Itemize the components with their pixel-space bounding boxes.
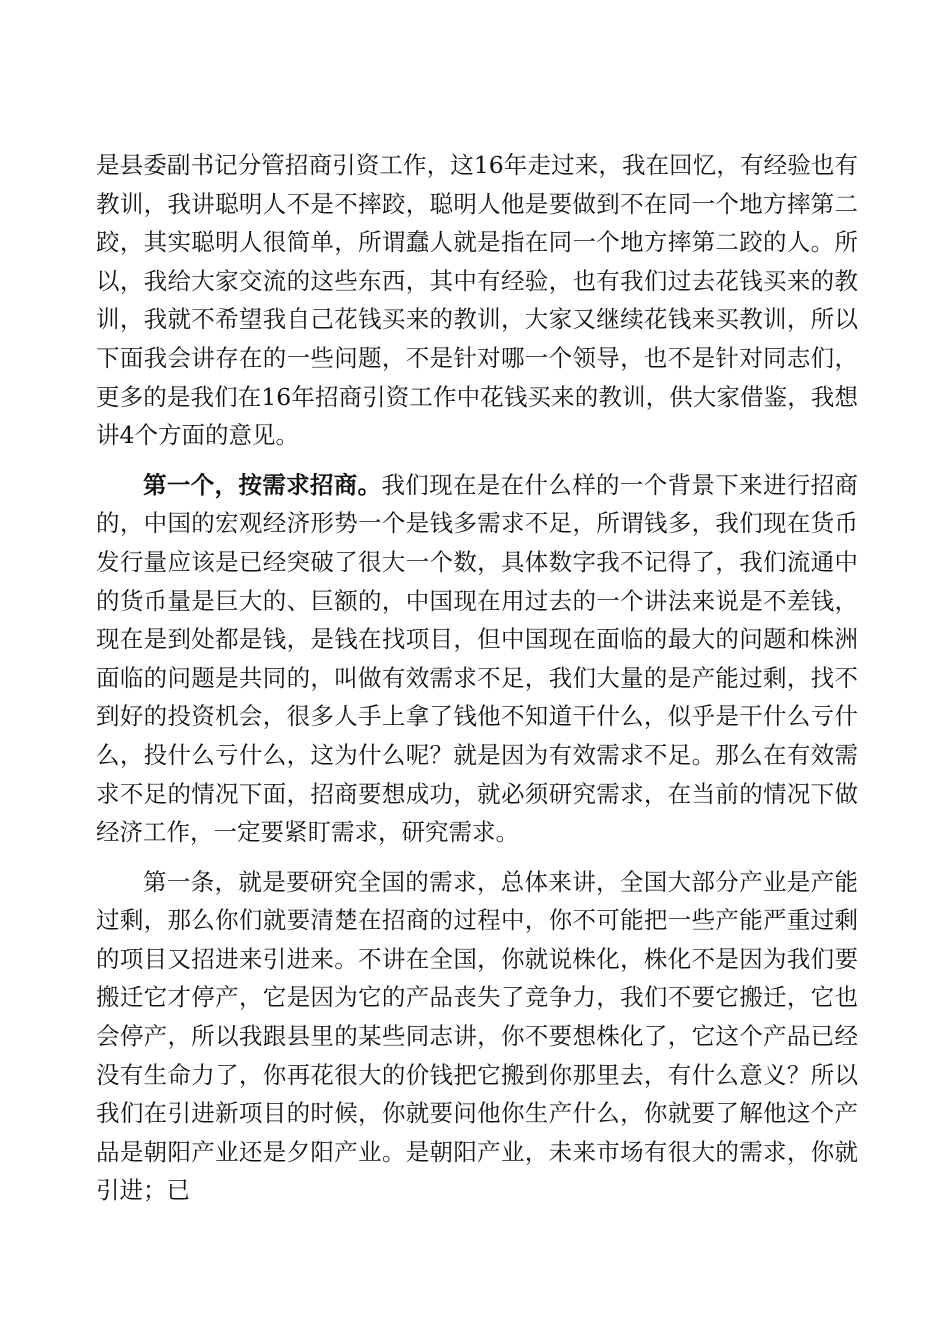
document-page bbox=[96, 146, 858, 1210]
paragraph-text: 我们现在是在什么样的一个背景下来进行招商的，中国的宏观经济形势一个是钱多需求不足，所谓钱多，我们现在货币发行量应该是已经突破了很大一个数，具体数字我不记得了，我们流通中的货币量是巨大的、巨额的，中国现在用过去的一个讲法来说是不差钱，现在是到处都是钱，是钱在找项目，但中国现在面临的最大的问题和株洲面临的问题是共同的，叫做有效需求不足，我们大量的是产能过剩，找不到好的投资机会，很多人手上拿了钱他不知道干什么，似乎是干什么亏什么，投什么亏什么，这为什么呢？就是因为有效需求不足。那么在有效需求不足的情况下面，招商要想成功，就必须研究需求，在当前的情况下做经济工作，一定要紧盯需求，研究需求。 bbox=[96, 470, 859, 847]
paragraph-1 bbox=[96, 146, 858, 455]
paragraph-text: 第一条，就是要研究全国的需求，总体来讲，全国大部分产业是产能过剩，那么你们就要清楚在招商的过程中，你不可能把一些产能严重过剩的项目又招进来引进来。不讲在全国，你就说株化，株化不是因为我们要搬迁它才停产，它是因为它的产品丧失了竞争力，我们不要它搬迁，它也会停产，所以我跟县里的某些同志讲，你不要想株化了，它这个产品已经没有生命力了，你再花很大的价钱把它搬到你那里去，有什么意义？所以我们在引进新项目的时候，你就要问他你生产什么，你就要了解他这个产品是朝阳产业还是夕阳产业。是朝阳产业，未来市场有很大的需求，你就引进；已 bbox=[96, 867, 858, 1205]
paragraph-2 bbox=[96, 466, 858, 852]
paragraph-text: 是县委副书记分管招商引资工作，这16年走过来，我在回忆，有经验也有教训，我讲聪明人不是不摔跤，聪明人他是要做到不在同一个地方摔第二跤，其实聪明人很简单，所谓蠢人就是指在同一个地方摔第二跤的人。所以，我给大家交流的这些东西，其中有经验，也有我们过去花钱买来的教训，我就不希望我自己花钱买来的教训，大家又继续花钱来买教训，所以下面我会讲存在的一些问题，不是针对哪一个领导，也不是针对同志们，更多的是我们在16年招商引资工作中花钱买来的教训，供大家借鉴，我想讲4个方面的意见。 bbox=[96, 151, 858, 450]
section-heading: 第一个，按需求招商。 bbox=[143, 470, 382, 499]
paragraph-3 bbox=[96, 863, 858, 1210]
